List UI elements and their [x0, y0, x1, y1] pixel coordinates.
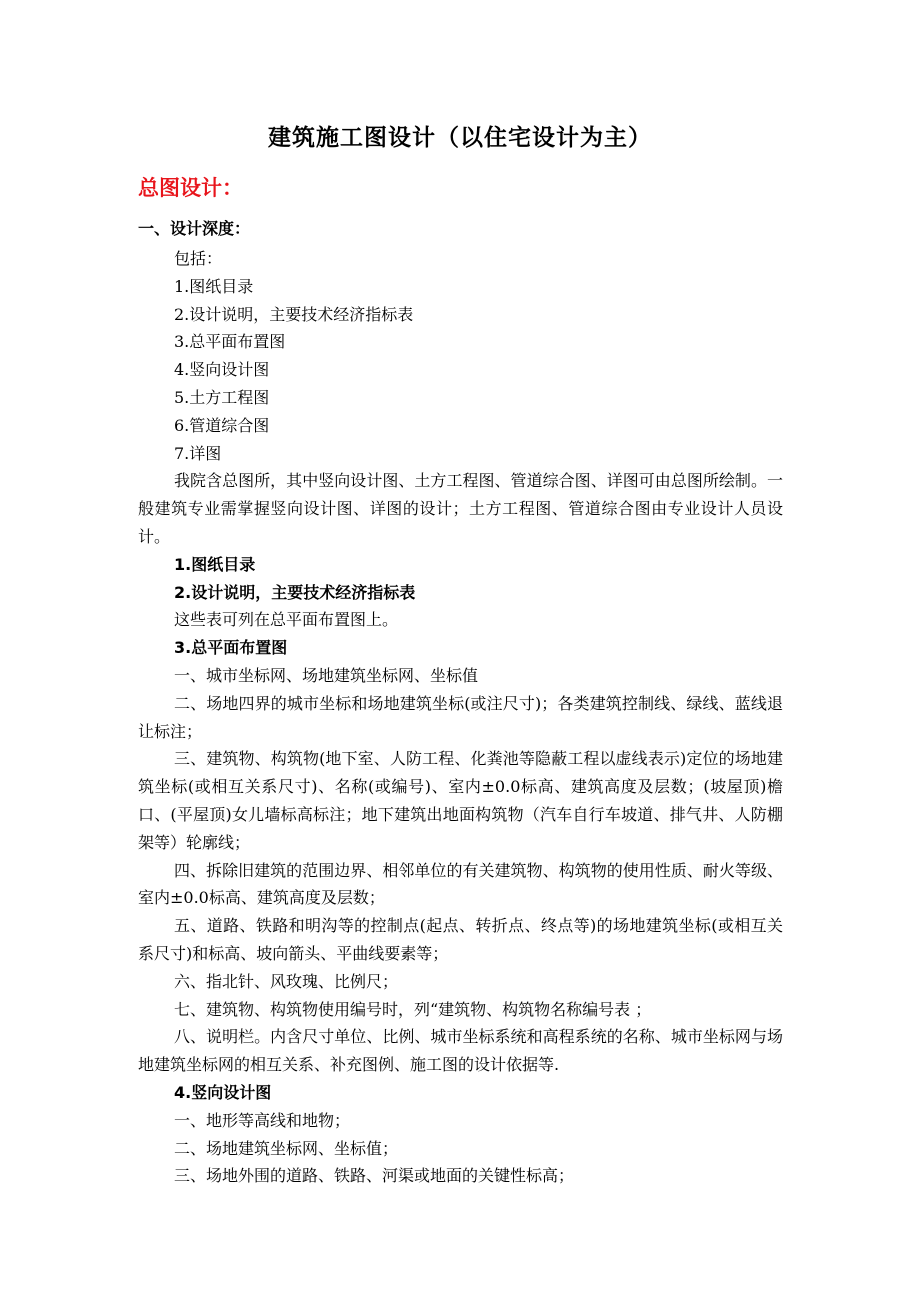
subheading-site-plan: 3.总平面布置图: [174, 638, 288, 658]
heading-design-depth: 一、设计深度：: [138, 219, 251, 238]
site-plan-item: 三、建筑物、构筑物(地下室、人防工程、化粪池等隐蔽工程以虚线表示)定位的场地建筑坐标(或相互关系尺寸)、名称(或编号)、室内±0.0标高、建筑高度及层数；(坡屋顶)檐口、(平屋顶)女儿墙标高标注；地下建筑出地面构筑物（汽车自行车坡道、排气井、人防棚架等）轮廓线；: [138, 749, 783, 852]
intro-text: 包括：: [174, 249, 223, 268]
site-plan-item: 五、道路、铁路和明沟等的控制点(起点、转折点、终点等)的场地建筑坐标(或相互关系尺寸)和标高、坡向箭头、平曲线要素等；: [138, 916, 783, 963]
site-plan-item: 七、建筑物、构筑物使用编号时，列“建筑物、构筑物名称编号表 ；: [174, 999, 652, 1019]
document-title: 建筑施工图设计（以住宅设计为主）: [268, 125, 652, 151]
site-plan-item: 八、说明栏。内含尺寸单位、比例、城市坐标系统和高程系统的名称、城市坐标网与场地建筑坐标网的相互关系、补充图例、施工图的设计依据等.: [138, 1027, 783, 1075]
subheading-vertical-design: 4.竖向设计图: [174, 1082, 272, 1102]
contents-item: 7.详图: [174, 443, 222, 463]
document-body: [138, 245, 783, 1190]
vertical-design-item: 一、地形等高线和地物；: [174, 1110, 351, 1130]
contents-item: 3.总平面布置图: [174, 332, 286, 352]
site-plan-item: 一、城市坐标网、场地建筑坐标网、坐标值: [174, 665, 479, 685]
contents-item: 6.管道综合图: [174, 415, 270, 435]
site-plan-item: 四、拆除旧建筑的范围边界、相邻单位的有关建筑物、构筑物的使用性质、耐火等级、室内±0.0标高、建筑高度及层数；: [138, 860, 783, 908]
vertical-design-item: 三、场地外围的道路、铁路、河渠或地面的关键性标高；: [174, 1166, 575, 1186]
subheading-design-notes: 2.设计说明，主要技术经济指标表: [174, 582, 416, 602]
site-plan-item: 二、场地四界的城市坐标和场地建筑坐标(或注尺寸)；各类建筑控制线、绿线、蓝线退让标注；: [138, 693, 783, 741]
subheading-drawing-list: 1.图纸目录: [174, 554, 256, 574]
vertical-design-item: 二、场地建筑坐标网、坐标值；: [174, 1138, 399, 1158]
design-notes-text: 这些表可列在总平面布置图上。: [174, 610, 399, 630]
contents-item: 1.图纸目录: [174, 276, 254, 296]
section-title: 总图设计：: [138, 176, 243, 200]
contents-item: 2.设计说明，主要技术经济指标表: [174, 304, 414, 324]
intro-paragraph: 我院含总图所，其中竖向设计图、土方工程图、管道综合图、详图可由总图所绘制。一般建筑专业需掌握竖向设计图、详图的设计；土方工程图、管道综合图由专业设计人员设计。: [138, 471, 783, 546]
contents-item: 4.竖向设计图: [174, 360, 270, 380]
contents-item: 5.土方工程图: [174, 387, 270, 407]
site-plan-item: 六、指北针、风玫瑰、比例尺；: [174, 971, 399, 991]
